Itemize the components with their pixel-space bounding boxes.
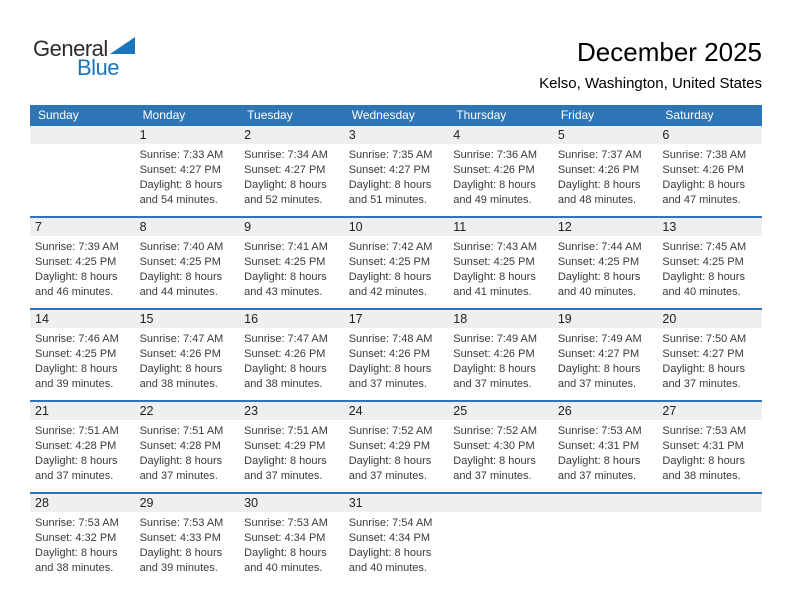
weekday-header-saturday: Saturday — [665, 108, 714, 122]
calendar-day-cell — [135, 494, 240, 584]
sunrise-text: Sunrise: 7:47 AM — [139, 333, 224, 345]
calendar-day-cell — [553, 218, 658, 308]
daylight-text-cont: and 38 minutes. — [662, 470, 741, 482]
day-number: 22 — [135, 402, 240, 420]
sunset-text: Sunset: 4:26 PM — [348, 348, 431, 360]
day-details — [344, 328, 449, 392]
sunrise-text: Sunrise: 7:54 AM — [348, 517, 433, 529]
sunrise-text: Sunrise: 7:53 AM — [139, 517, 224, 529]
daylight-text: Daylight: 8 hours — [139, 179, 223, 191]
daylight-text-cont: and 51 minutes. — [348, 194, 427, 206]
day-number: 30 — [239, 494, 344, 512]
daylight-text: Daylight: 8 hours — [139, 547, 223, 559]
calendar-weeks — [30, 126, 762, 584]
sunrise-text: Sunrise: 7:41 AM — [244, 241, 328, 253]
daylight-text-cont: and 39 minutes. — [35, 378, 114, 390]
day-number: 19 — [553, 310, 658, 328]
sunrise-text: Sunrise: 7:39 AM — [35, 241, 119, 253]
daylight-text: Daylight: 8 hours — [348, 179, 432, 191]
daylight-text: Daylight: 8 hours — [35, 547, 118, 559]
sunrise-text: Sunrise: 7:49 AM — [557, 333, 642, 345]
daylight-text-cont: and 38 minutes. — [139, 378, 218, 390]
sunrise-text: Sunrise: 7:52 AM — [348, 425, 433, 437]
day-details — [344, 512, 449, 576]
calendar-day-cell — [135, 310, 240, 400]
day-details — [448, 236, 553, 300]
sunrise-text: Sunrise: 7:43 AM — [453, 241, 538, 253]
sunrise-text: Sunrise: 7:44 AM — [557, 241, 642, 253]
calendar-day-cell — [553, 402, 658, 492]
daylight-text: Daylight: 8 hours — [244, 547, 327, 559]
daylight-text: Daylight: 8 hours — [139, 363, 223, 375]
calendar-day-cell — [135, 218, 240, 308]
day-number: 2 — [239, 126, 344, 144]
calendar-day-cell — [239, 218, 344, 308]
day-number: 8 — [135, 218, 240, 236]
daylight-text: Daylight: 8 hours — [139, 455, 223, 467]
sunrise-text: Sunrise: 7:33 AM — [139, 149, 224, 161]
sunrise-text: Sunrise: 7:37 AM — [557, 149, 642, 161]
day-details — [657, 512, 762, 516]
day-details — [657, 420, 762, 484]
daylight-text: Daylight: 8 hours — [662, 271, 745, 283]
day-number: 6 — [657, 126, 762, 144]
day-details — [239, 512, 344, 576]
day-details — [135, 236, 240, 300]
daylight-text-cont: and 37 minutes. — [557, 470, 637, 482]
calendar-day-cell — [448, 218, 553, 308]
sunrise-text: Sunrise: 7:49 AM — [453, 333, 538, 345]
day-number: 31 — [344, 494, 449, 512]
calendar-day-cell — [657, 494, 762, 584]
calendar-day-cell — [239, 402, 344, 492]
sunset-text: Sunset: 4:25 PM — [662, 256, 744, 268]
sunrise-text: Sunrise: 7:36 AM — [453, 149, 538, 161]
day-number: 21 — [30, 402, 135, 420]
day-number: 9 — [239, 218, 344, 236]
day-details — [344, 236, 449, 300]
sunrise-text: Sunrise: 7:47 AM — [244, 333, 328, 345]
daylight-text-cont: and 54 minutes. — [139, 194, 218, 206]
sunset-text: Sunset: 4:26 PM — [139, 348, 221, 360]
sunrise-text: Sunrise: 7:50 AM — [662, 333, 747, 345]
daylight-text: Daylight: 8 hours — [348, 363, 432, 375]
daylight-text: Daylight: 8 hours — [662, 179, 745, 191]
general-blue-logo — [33, 36, 135, 81]
daylight-text-cont: and 37 minutes. — [348, 470, 427, 482]
daylight-text-cont: and 37 minutes. — [348, 378, 427, 390]
daylight-text: Daylight: 8 hours — [453, 455, 536, 467]
day-number: 26 — [553, 402, 658, 420]
day-details — [448, 144, 553, 208]
daylight-text-cont: and 52 minutes. — [244, 194, 323, 206]
daylight-text-cont: and 37 minutes. — [244, 470, 323, 482]
sunset-text: Sunset: 4:25 PM — [35, 348, 117, 360]
day-number — [448, 494, 553, 512]
calendar-day-cell — [448, 402, 553, 492]
sunrise-text: Sunrise: 7:51 AM — [139, 425, 224, 437]
day-number: 27 — [657, 402, 762, 420]
sunset-text: Sunset: 4:34 PM — [244, 532, 326, 544]
title-block — [539, 38, 762, 92]
calendar-day-cell — [657, 126, 762, 216]
calendar-day-cell — [135, 126, 240, 216]
daylight-text-cont: and 48 minutes. — [557, 194, 637, 206]
calendar-day-cell — [30, 126, 135, 216]
day-number — [657, 494, 762, 512]
calendar-day-cell — [30, 218, 135, 308]
day-number: 16 — [239, 310, 344, 328]
daylight-text: Daylight: 8 hours — [35, 363, 118, 375]
sunrise-text: Sunrise: 7:40 AM — [139, 241, 224, 253]
calendar-day-cell — [553, 310, 658, 400]
daylight-text: Daylight: 8 hours — [557, 271, 641, 283]
calendar — [30, 105, 762, 584]
sunrise-text: Sunrise: 7:53 AM — [244, 517, 328, 529]
sunrise-text: Sunrise: 7:52 AM — [453, 425, 538, 437]
calendar-day-cell — [448, 494, 553, 584]
daylight-text-cont: and 37 minutes. — [35, 470, 114, 482]
daylight-text-cont: and 49 minutes. — [453, 194, 532, 206]
day-number: 23 — [239, 402, 344, 420]
daylight-text-cont: and 44 minutes. — [139, 286, 218, 298]
day-details — [553, 328, 658, 392]
calendar-day-cell — [448, 310, 553, 400]
day-details — [135, 144, 240, 208]
calendar-day-cell — [30, 494, 135, 584]
calendar-day-cell — [553, 126, 658, 216]
daylight-text: Daylight: 8 hours — [244, 363, 327, 375]
daylight-text-cont: and 40 minutes. — [348, 562, 427, 574]
daylight-text-cont: and 47 minutes. — [662, 194, 741, 206]
daylight-text: Daylight: 8 hours — [139, 271, 223, 283]
day-number: 17 — [344, 310, 449, 328]
day-details — [448, 420, 553, 484]
sunset-text: Sunset: 4:26 PM — [662, 164, 744, 176]
day-details — [135, 420, 240, 484]
day-details — [239, 236, 344, 300]
calendar-day-cell — [553, 494, 658, 584]
daylight-text: Daylight: 8 hours — [453, 271, 536, 283]
day-details — [344, 144, 449, 208]
day-number — [553, 494, 658, 512]
sunset-text: Sunset: 4:26 PM — [557, 164, 640, 176]
sunset-text: Sunset: 4:25 PM — [35, 256, 117, 268]
sunset-text: Sunset: 4:25 PM — [139, 256, 221, 268]
day-number: 24 — [344, 402, 449, 420]
calendar-day-cell — [344, 494, 449, 584]
daylight-text-cont: and 46 minutes. — [35, 286, 114, 298]
daylight-text-cont: and 37 minutes. — [662, 378, 741, 390]
day-details — [448, 328, 553, 392]
daylight-text-cont: and 37 minutes. — [453, 378, 532, 390]
daylight-text: Daylight: 8 hours — [662, 455, 745, 467]
day-details — [553, 512, 658, 516]
calendar-day-cell — [239, 310, 344, 400]
calendar-day-cell — [344, 310, 449, 400]
sunset-text: Sunset: 4:29 PM — [244, 440, 326, 452]
sunset-text: Sunset: 4:27 PM — [557, 348, 640, 360]
sunrise-text: Sunrise: 7:45 AM — [662, 241, 747, 253]
daylight-text-cont: and 38 minutes. — [244, 378, 323, 390]
daylight-text-cont: and 38 minutes. — [35, 562, 114, 574]
sunrise-text: Sunrise: 7:51 AM — [35, 425, 119, 437]
sunrise-text: Sunrise: 7:53 AM — [662, 425, 747, 437]
sunset-text: Sunset: 4:25 PM — [453, 256, 535, 268]
calendar-day-cell — [344, 126, 449, 216]
day-number: 7 — [30, 218, 135, 236]
daylight-text: Daylight: 8 hours — [348, 547, 432, 559]
daylight-text-cont: and 37 minutes. — [557, 378, 637, 390]
sunset-text: Sunset: 4:25 PM — [244, 256, 326, 268]
calendar-day-cell — [30, 402, 135, 492]
day-number: 15 — [135, 310, 240, 328]
daylight-text-cont: and 39 minutes. — [139, 562, 218, 574]
day-details — [30, 236, 135, 300]
sunset-text: Sunset: 4:27 PM — [662, 348, 744, 360]
sunset-text: Sunset: 4:27 PM — [139, 164, 221, 176]
sunrise-text: Sunrise: 7:48 AM — [348, 333, 433, 345]
calendar-day-cell — [239, 126, 344, 216]
sunset-text: Sunset: 4:26 PM — [453, 348, 535, 360]
daylight-text-cont: and 40 minutes. — [244, 562, 323, 574]
day-number: 12 — [553, 218, 658, 236]
daylight-text: Daylight: 8 hours — [662, 363, 745, 375]
daylight-text: Daylight: 8 hours — [244, 179, 327, 191]
calendar-day-cell — [344, 218, 449, 308]
calendar-day-cell — [657, 310, 762, 400]
weekday-header-row — [30, 105, 762, 126]
weekday-header-tuesday: Tuesday — [247, 108, 293, 122]
calendar-day-cell — [448, 126, 553, 216]
day-details — [30, 420, 135, 484]
day-details — [657, 328, 762, 392]
weekday-header-friday: Friday — [560, 108, 595, 122]
calendar-day-cell — [239, 494, 344, 584]
daylight-text-cont: and 40 minutes. — [662, 286, 741, 298]
daylight-text-cont: and 37 minutes. — [453, 470, 532, 482]
daylight-text: Daylight: 8 hours — [348, 271, 432, 283]
daylight-text-cont: and 43 minutes. — [244, 286, 323, 298]
week-row — [30, 126, 762, 216]
day-details — [239, 144, 344, 208]
sunset-text: Sunset: 4:29 PM — [348, 440, 431, 452]
calendar-day-cell — [344, 402, 449, 492]
day-details — [553, 236, 658, 300]
weekday-header-thursday: Thursday — [456, 108, 507, 122]
sunrise-text: Sunrise: 7:53 AM — [557, 425, 642, 437]
day-details — [135, 512, 240, 576]
daylight-text: Daylight: 8 hours — [453, 179, 536, 191]
day-details — [30, 328, 135, 392]
day-details — [657, 144, 762, 208]
day-number: 20 — [657, 310, 762, 328]
sunset-text: Sunset: 4:26 PM — [453, 164, 535, 176]
day-number: 25 — [448, 402, 553, 420]
sunrise-text: Sunrise: 7:34 AM — [244, 149, 328, 161]
day-details — [344, 420, 449, 484]
logo-text-blue: Blue — [77, 55, 120, 80]
daylight-text: Daylight: 8 hours — [35, 271, 118, 283]
day-number: 11 — [448, 218, 553, 236]
sunset-text: Sunset: 4:31 PM — [662, 440, 744, 452]
day-number: 13 — [657, 218, 762, 236]
sunset-text: Sunset: 4:32 PM — [35, 532, 117, 544]
sunset-text: Sunset: 4:25 PM — [348, 256, 431, 268]
calendar-day-cell — [657, 402, 762, 492]
sunset-text: Sunset: 4:26 PM — [244, 348, 326, 360]
sunrise-text: Sunrise: 7:51 AM — [244, 425, 328, 437]
daylight-text: Daylight: 8 hours — [557, 363, 641, 375]
sunset-text: Sunset: 4:30 PM — [453, 440, 535, 452]
daylight-text: Daylight: 8 hours — [244, 271, 327, 283]
week-row — [30, 308, 762, 400]
daylight-text: Daylight: 8 hours — [35, 455, 118, 467]
sunrise-text: Sunrise: 7:53 AM — [35, 517, 119, 529]
sunset-text: Sunset: 4:31 PM — [557, 440, 640, 452]
sunrise-text: Sunrise: 7:42 AM — [348, 241, 433, 253]
weekday-header-wednesday: Wednesday — [351, 108, 415, 122]
calendar-day-cell — [30, 310, 135, 400]
day-number: 14 — [30, 310, 135, 328]
day-details — [239, 420, 344, 484]
sunset-text: Sunset: 4:25 PM — [557, 256, 640, 268]
sunset-text: Sunset: 4:28 PM — [139, 440, 221, 452]
calendar-day-cell — [657, 218, 762, 308]
logo-text-general: General — [33, 36, 108, 61]
daylight-text-cont: and 40 minutes. — [557, 286, 637, 298]
week-row — [30, 492, 762, 584]
sunset-text: Sunset: 4:28 PM — [35, 440, 117, 452]
day-number: 1 — [135, 126, 240, 144]
weekday-header-sunday: Sunday — [38, 108, 79, 122]
sunset-text: Sunset: 4:27 PM — [244, 164, 326, 176]
daylight-text-cont: and 42 minutes. — [348, 286, 427, 298]
daylight-text: Daylight: 8 hours — [557, 179, 641, 191]
day-number: 18 — [448, 310, 553, 328]
week-row — [30, 400, 762, 492]
sunset-text: Sunset: 4:33 PM — [139, 532, 221, 544]
day-number: 29 — [135, 494, 240, 512]
day-number: 10 — [344, 218, 449, 236]
week-row — [30, 216, 762, 308]
day-details — [30, 512, 135, 576]
daylight-text-cont: and 41 minutes. — [453, 286, 532, 298]
daylight-text: Daylight: 8 hours — [453, 363, 536, 375]
sunrise-text: Sunrise: 7:46 AM — [35, 333, 119, 345]
daylight-text: Daylight: 8 hours — [348, 455, 432, 467]
daylight-text: Daylight: 8 hours — [244, 455, 327, 467]
daylight-text-cont: and 37 minutes. — [139, 470, 218, 482]
day-number: 4 — [448, 126, 553, 144]
day-details — [30, 144, 135, 148]
page-title: December 2025 — [577, 37, 762, 67]
daylight-text: Daylight: 8 hours — [557, 455, 641, 467]
calendar-day-cell — [135, 402, 240, 492]
day-details — [135, 328, 240, 392]
day-number — [30, 126, 135, 144]
weekday-header-monday: Monday — [142, 108, 186, 122]
day-number: 28 — [30, 494, 135, 512]
day-details — [239, 328, 344, 392]
location-subtitle: Kelso, Washington, United States — [539, 75, 762, 92]
day-details — [448, 512, 553, 516]
sunrise-text: Sunrise: 7:38 AM — [662, 149, 747, 161]
sunset-text: Sunset: 4:27 PM — [348, 164, 431, 176]
day-number: 3 — [344, 126, 449, 144]
day-number: 5 — [553, 126, 658, 144]
day-details — [553, 144, 658, 208]
day-details — [657, 236, 762, 300]
day-details — [553, 420, 658, 484]
sunrise-text: Sunrise: 7:35 AM — [348, 149, 433, 161]
sunset-text: Sunset: 4:34 PM — [348, 532, 431, 544]
